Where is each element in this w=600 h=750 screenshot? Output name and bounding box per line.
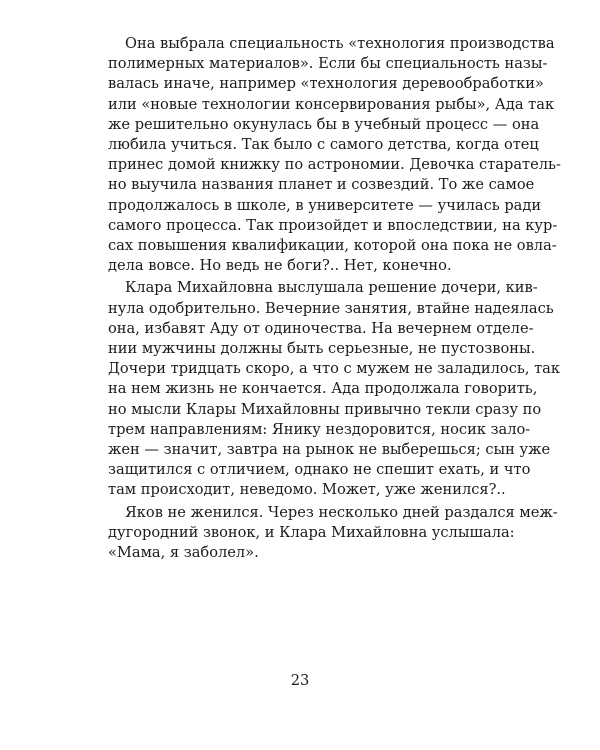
text-line: самого процесса. Так произойдет и впоследствии, на кур- bbox=[108, 216, 558, 234]
text-line: но выучила названия планет и созвездий. То же самое bbox=[108, 176, 535, 194]
text-line: же решительно окунулась бы в учебный процесс — она bbox=[108, 115, 540, 133]
text-line: продолжалось в школе, в университете — училась ради bbox=[108, 196, 542, 214]
text-line: но мысли Клары Михайловны привычно текли сразу по bbox=[108, 400, 542, 418]
text-line: или «новые технологии консервирования рыбы», Ада так bbox=[108, 95, 555, 113]
text-line: Клара Михайловна выслушала решение дочери, кив- bbox=[125, 279, 538, 297]
text-line: принес домой книжку по астрономии. Девочка старатель- bbox=[108, 156, 561, 174]
text-line: жен — значит, завтра на рынок не выберешься; сын уже bbox=[108, 441, 551, 459]
paragraph bbox=[108, 34, 561, 276]
text-line: дугородний звонок, и Клара Михайловна услышала: bbox=[108, 523, 515, 541]
text-line: «Мама, я заболел». bbox=[108, 544, 259, 562]
body-text bbox=[108, 34, 561, 563]
page-number: 23 bbox=[290, 672, 310, 689]
text-line: трем направлениям: Янику нездоровится, носик зало- bbox=[108, 420, 531, 438]
text-line: Она выбрала специальность «технология производства bbox=[125, 35, 555, 52]
text-line: на нем жизнь не кончается. Ада продолжала говорить, bbox=[108, 380, 538, 398]
paragraph bbox=[108, 278, 560, 500]
text-line: защитился с отличием, однако не спешит ехать, и что bbox=[108, 461, 531, 479]
text-line: сах повышения квалификации, которой она пока не овла- bbox=[108, 237, 557, 255]
paragraph bbox=[108, 503, 558, 564]
text-line: любила учиться. Так было с самого детства, когда отец bbox=[108, 136, 539, 154]
text-line: валась иначе, например «технология деревообработки» bbox=[108, 75, 544, 93]
text-line: полимерных материалов». Если бы специальность назы- bbox=[108, 55, 548, 73]
text-line: дела вовсе. Но ведь не боги?.. Нет, конечно. bbox=[108, 257, 452, 275]
text-line: Яков не женился. Через несколько дней раздался меж- bbox=[125, 503, 558, 521]
text-line: Дочери тридцать скоро, а что с мужем не заладилось, так bbox=[108, 360, 560, 378]
text-line: нии мужчины должны быть серьезные, не пустозвоны. bbox=[108, 340, 536, 358]
text-line: она, избавят Аду от одиночества. На вечернем отделе- bbox=[108, 319, 534, 337]
text-line: там происходит, неведомо. Может, уже женился?.. bbox=[108, 481, 506, 499]
text-line: нула одобрительно. Вечерние занятия, втайне надеялась bbox=[108, 299, 554, 317]
